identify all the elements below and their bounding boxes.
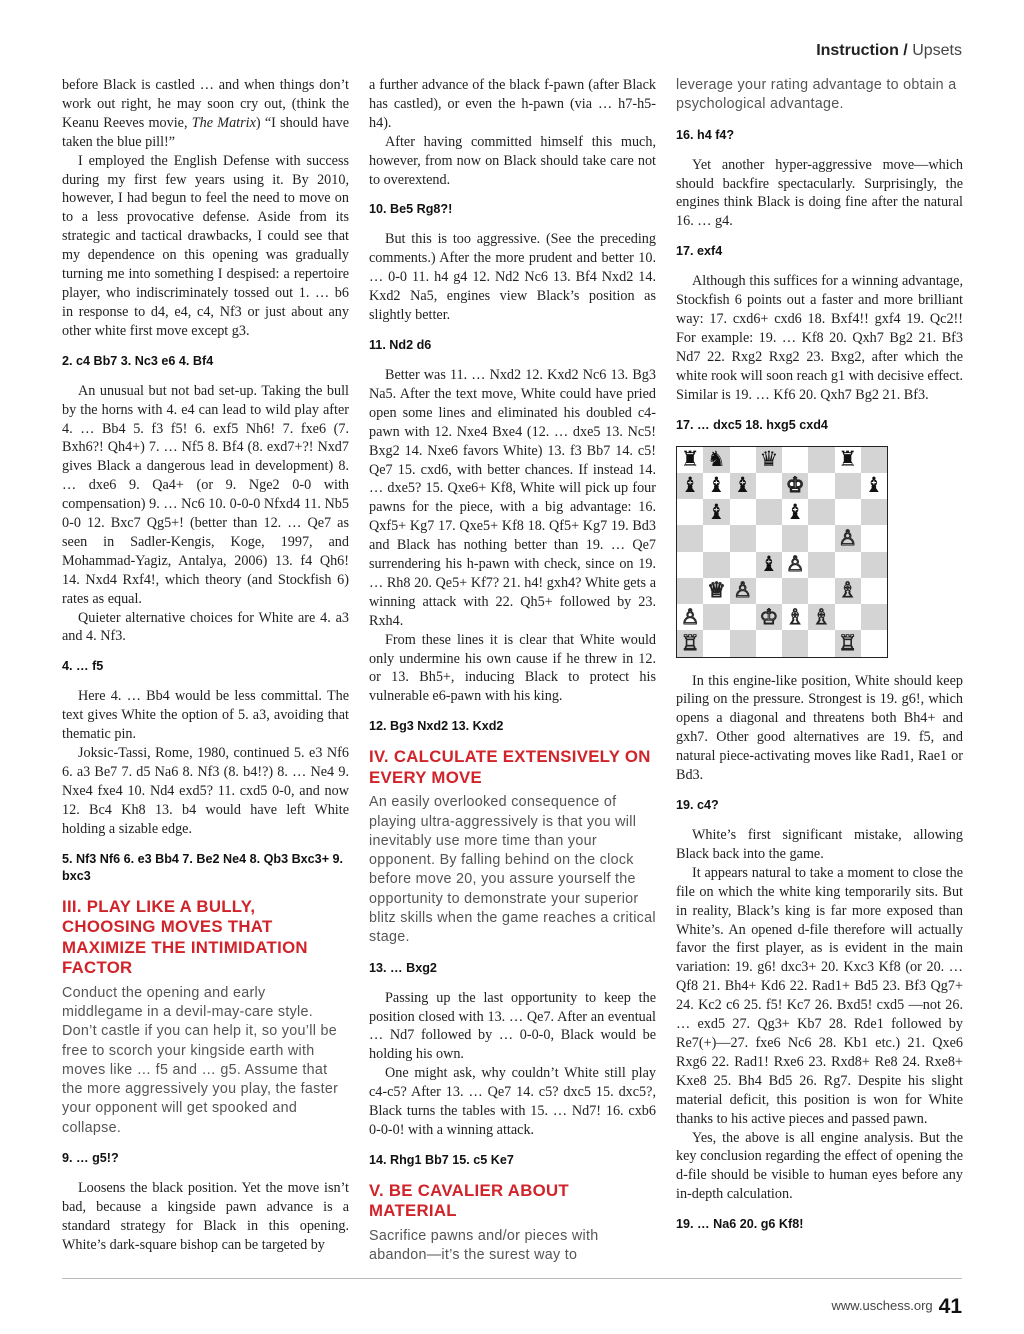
column-2 (369, 76, 656, 1276)
header-section: Instruction (816, 42, 899, 59)
section-intro: An easily overlooked consequence of playing ultra-aggressively is that you will inevitably use more time than your opponent. By falling behind on the clock before move 20, you assure yourself the opportunity to demonstrate your superior blitz skills when the game reaches a critical stage. (369, 794, 656, 946)
paragraph: Yes, the above is all engine analysis. But the key conclusion regarding the effect of opening the d-file should be visible to human eyes before any in-depth calculation. (676, 1129, 963, 1203)
chess-square (782, 447, 808, 473)
chess-square (808, 473, 834, 499)
section-heading: III. PLAY LIKE A BULLY, CHOOSING MOVES THAT MAXIMIZE THE INTIMIDATION FACTOR (62, 896, 308, 978)
chess-square (730, 525, 756, 551)
move-line: 19. c4? (676, 798, 719, 812)
paragraph: Although this suffices for a winning advantage, Stockfish 6 points out a faster and more brilliant way: 17. cxd6+ cxd6 18. Bxf4!! gxf4 19. Qc2!! For example: 19. … Kf8 20. Qxh7 Bg2 21. Bf3 Nd7 22. Rxg2 Rxg2 23. Bxg2, after which the white rook will soon reach g1 with decisive effect. Similar is 19. … Kf6 20. Qxh7 Bg2 21. Bf3. (676, 273, 963, 403)
chess-piece-square: ♖ (677, 630, 703, 656)
chess-square (703, 552, 729, 578)
column-3-top (676, 76, 963, 434)
move-line: 17. … dxc5 18. hxg5 cxd4 (676, 417, 828, 432)
move-line: 16. h4 f4? (676, 127, 735, 142)
chess-square (861, 447, 887, 473)
chess-square (756, 578, 782, 604)
column-1 (62, 76, 349, 1255)
paragraph: Better was 11. … Nxd2 12. Kxd2 Nc6 13. Bg3 Na5. After the text move, White could have pried open some lines and eliminated his doubled c4-pawn with 12. Nxe4 Bxe4 (12. … dxe5 13. Nc5! Bxg2 14. Nxe6 favors White) 13. f3 Bb7 14. c5! Qe7 15. cxd6, with better chances. If instead 14. … dxe5? 15. Qxe6+ Kf8, White will pick up four pawns for the piece, with a big advantage: 16. Qxf5+ Kg7 17. Qxe5+ Kf8 18. Qf5+ Kg7 19. Bd3 and Black has nothing better than 19. … Qe7 surrendering his h-pawn with check, since on 19. … Rh8 20. Qe5+ Kf7? 21. h4! gxh4? White gets a winning attack with 22. Qh5+ followed by 23. Rxh4. (369, 366, 656, 629)
paragraph: An unusual but not bad set-up. Taking the bull by the horns with 4. e4 can lead to wild play after 4. … Bb4 5. f3 f5! 6. exf5 Nh6! 7. fxe6 (7. Bxh6?! Qh4+) 7. … Nf5 8. Bf4 (8. exd7+?! Nxd7 gives Black a dangerous lead in development) 8. … dxe6 9. Qa4+ (or 9. Nge2 0-0 with compensation) 9. … Nc6 10. 0-0-0 Nfxd4 11. Nb5 0-0 12. Bxc7 Qg5+! (better than 12. … Qe7 as seen in Sadler-Kengis, Koge, 1997, and Mohammad-Yagiz, Antalya, 2006) 13. f4 Qh6! 14. Nxd4 Rxf4!, which theory (and Stockfish 6) rates as equal. (62, 382, 349, 607)
paragraph: It appears natural to take a moment to close the file on which the white king temporarily sits. But in reality, Black’s king is far more exposed than White’s. An opened d-file therefore will actually favor the first player, as is evident in the main variation: 19. g6! dxc3+ 20. Kxc3 Kf8 (or 20. … Qf8 21. Bh4+ Kd6 22. Rad1+ Bd5 23. Bf3 Qg7+ 24. Kc2 c6 25. f5! Kc7 26. Bxd5! cxd5 —not 26. … exd5 27. Qg3+ Kb7 28. Rde1 followed by Re7(+)—27. fxe6 Nc6 28. Kb1 etc.) 21. Qxe6 Rxg6 22. Rad1! Rxe6 23. Rxd8+ Re8 24. Rxe8+ Kxe8 25. Bh4 Bd5 26. Rg7. Despite his slight material deficit, this position is won for White thanks to his active pieces and passed pawn. (676, 864, 963, 1127)
move-line: 4. … f5 (62, 659, 104, 674)
header-separator: / (898, 42, 913, 59)
chess-piece-square: ♝ (677, 473, 703, 499)
chess-square (835, 604, 861, 630)
chess-square (808, 525, 834, 551)
paragraph: White’s first significant mistake, allowing Black back into the game. (676, 827, 963, 862)
chess-square (677, 525, 703, 551)
chess-square (677, 499, 703, 525)
paragraph: But this is too aggressive. (See the preceding comments.) After the more prudent and better 10. … 0-0 11. h4 g4 12. Nd2 Nc6 13. Bf4 Nxd2 14. Kxd2 Na5, engines view Black’s position as slightly better. (369, 231, 656, 324)
chess-square (730, 604, 756, 630)
chess-piece-square: ♝ (782, 499, 808, 525)
chess-square (861, 630, 887, 656)
chess-square (835, 552, 861, 578)
move-line: 17. exf4 (676, 244, 723, 259)
section-intro: leverage your rating advantage to obtain a psychological advantage. (676, 77, 957, 113)
chess-square (782, 578, 808, 604)
chess-piece-square: ♝ (861, 473, 887, 499)
column-3 (676, 76, 963, 1245)
paragraph: a further advance of the black f-pawn (after Black has castled), or even the h-pawn (via … h7-h5-h4). (369, 77, 656, 131)
chess-piece-square: ♔ (756, 604, 782, 630)
paragraph: In this engine-like position, White should keep piling on the pressure. Strongest is 19. g6!, which opens a diagonal and threatens both Bh4+ and gxh7. Other good alternatives are 19. f5, and natural piece-activating moves like Rad1, Rae1 or Bd3. (676, 672, 963, 784)
chess-square (730, 447, 756, 473)
move-line: 12. Bg3 Nxd2 13. Kxd2 (369, 719, 504, 734)
chess-piece-square: ♝ (756, 552, 782, 578)
chess-piece-square: ♙ (677, 604, 703, 630)
chess-square (730, 499, 756, 525)
chess-square (861, 525, 887, 551)
running-header (816, 42, 962, 60)
chess-square (861, 552, 887, 578)
chess-board (676, 446, 888, 658)
chess-piece-square: ♙ (782, 552, 808, 578)
chess-square (730, 552, 756, 578)
chess-square (703, 604, 729, 630)
chess-piece-square: ♕ (703, 578, 729, 604)
chess-square (808, 447, 834, 473)
header-topic: Upsets (912, 42, 962, 59)
move-line: 2. c4 Bb7 3. Nc3 e6 4. Bf4 (62, 353, 214, 368)
chess-diagram (676, 446, 963, 658)
paragraph: From these lines it is clear that White would only undermine his own cause if he threw in 12. or 13. Bh5+, inducing Black to protect his vulnerable e6-pawn with his king. (369, 631, 656, 705)
chess-piece-square: ♗ (808, 604, 834, 630)
chess-piece-square: ♝ (703, 473, 729, 499)
move-line: 10. Be5 Rg8?! (369, 202, 453, 217)
move-line: 5. Nf3 Nf6 6. e3 Bb4 7. Be2 Ne4 8. Qb3 Bxc3+ 9. bxc3 (62, 851, 344, 883)
chess-square (703, 630, 729, 656)
page-footer (831, 1295, 962, 1319)
paragraph: before Black is castled … and when things don’t work out right, he may soon cry out, (think the Keanu Reeves movie, The Matrix) “I should have taken the blue pill!” (62, 77, 349, 150)
chess-square (677, 578, 703, 604)
section-heading: IV. CALCULATE EXTENSIVELY ON EVERY MOVE (369, 747, 651, 787)
chess-square (730, 630, 756, 656)
move-line: 13. … Bxg2 (369, 960, 437, 975)
chess-square (756, 630, 782, 656)
chess-piece-square: ♜ (677, 447, 703, 473)
section-intro: Sacrifice pawns and/or pieces with abandon—it’s the surest way to (369, 1227, 599, 1264)
chess-square (756, 499, 782, 525)
chess-piece-square: ♝ (703, 499, 729, 525)
paragraph: Joksic-Tassi, Rome, 1980, continued 5. e3 Nf6 6. a3 Be7 7. d5 Na6 8. Nf3 (8. b4!?) 8. … Ne4 9. Nxe4 fxe4 10. Nd4 exd5? 11. cxd5 0-0, and now 12. Bc4 Kh8 13. b4 would have left White holding a sizable edge. (62, 745, 349, 837)
chess-piece-square: ♜ (835, 447, 861, 473)
move-line: 11. Nd2 d6 (369, 337, 432, 352)
section-intro: Conduct the opening and early middlegame in a devil-may-care style. Don’t castle if you can help it, so you’ll be free to scorch your kingside earth with moves like … f5 and … g5. Assume that the more aggressively you play, the faster your opponent will get spooked and collapse. (62, 984, 339, 1136)
paragraph: Here 4. … Bb4 would be less committal. The text gives White the option of 5. a3, avoiding that thematic pin. (62, 688, 349, 743)
paragraph: After having committed himself this much, however, from now on Black should take care not to overextend. (369, 133, 656, 188)
chess-square (756, 473, 782, 499)
paragraph: Yet another hyper-aggressive move—which should backfire spectacularly. Surprisingly, the engines think Black is doing fine after the natural 16. … g4. (676, 156, 963, 230)
move-line: 9. … g5!? (62, 1151, 119, 1165)
paragraph: I employed the English Defense with success during my first few years using it. By 2010, however, I had begun to feel the need to move on to a less provocative defense. Aside from its strategic and tactical drawbacks, I could see that my dependence on this opening was gradually turning me into something I despised: a repertoire player, who indiscriminately tossed out 1. … b6 in response to d4, e4, c4, Nf3 or just about any other white first move except g3. (62, 152, 349, 339)
column-3-bottom (676, 672, 963, 1234)
chess-square (703, 525, 729, 551)
chess-square (861, 604, 887, 630)
chess-square (808, 578, 834, 604)
chess-square (861, 578, 887, 604)
footer-url: www.uschess.org (831, 1298, 933, 1313)
chess-piece-square: ♝ (730, 473, 756, 499)
chess-piece-square: ♛ (756, 447, 782, 473)
chess-piece-square: ♖ (835, 630, 861, 656)
chess-piece-square: ♞ (703, 447, 729, 473)
chess-piece-square: ♙ (835, 525, 861, 551)
chess-piece-square: ♗ (835, 578, 861, 604)
move-line: 19. … Na6 20. g6 Kf8! (676, 1217, 804, 1232)
chess-square (808, 552, 834, 578)
chess-square (808, 630, 834, 656)
paragraph: One might ask, why couldn’t White still play c4-c5? After 13. … Qe7 14. c5? dxc5 15. dxc5?, Black turns the tables with 15. … Nd7! 16. cxb6 0-0-0! with a winning attack. (369, 1065, 656, 1138)
paragraph: Passing up the last opportunity to keep the position closed with 13. … Qe7. After an eventual … Nd7 followed by … 0-0-0, Black would be holding his own. (369, 989, 656, 1063)
chess-square (808, 499, 834, 525)
chess-piece-square: ♚ (782, 473, 808, 499)
chess-square (861, 499, 887, 525)
chess-square (835, 499, 861, 525)
page-number: 41 (938, 1295, 962, 1318)
chess-square (782, 525, 808, 551)
chess-piece-square: ♙ (730, 578, 756, 604)
chess-piece-square: ♗ (782, 604, 808, 630)
move-line: 14. Rhg1 Bb7 15. c5 Ke7 (369, 1152, 514, 1167)
movie-title: The Matrix (191, 114, 256, 131)
footer-divider (62, 1278, 962, 1279)
chess-square (756, 525, 782, 551)
paragraph: Quieter alternative choices for White are 4. a3 and 4. Nf3. (62, 609, 349, 645)
chess-square (782, 630, 808, 656)
paragraph: Loosens the black position. Yet the move isn’t bad, because a kingside pawn advance is a standard strategy for Black in this opening. White’s dark-square bishop can be targeted by (62, 1180, 349, 1253)
chess-square (677, 552, 703, 578)
chess-square (835, 473, 861, 499)
section-heading: V. BE CAVALIER ABOUT MATERIAL (369, 1180, 569, 1221)
